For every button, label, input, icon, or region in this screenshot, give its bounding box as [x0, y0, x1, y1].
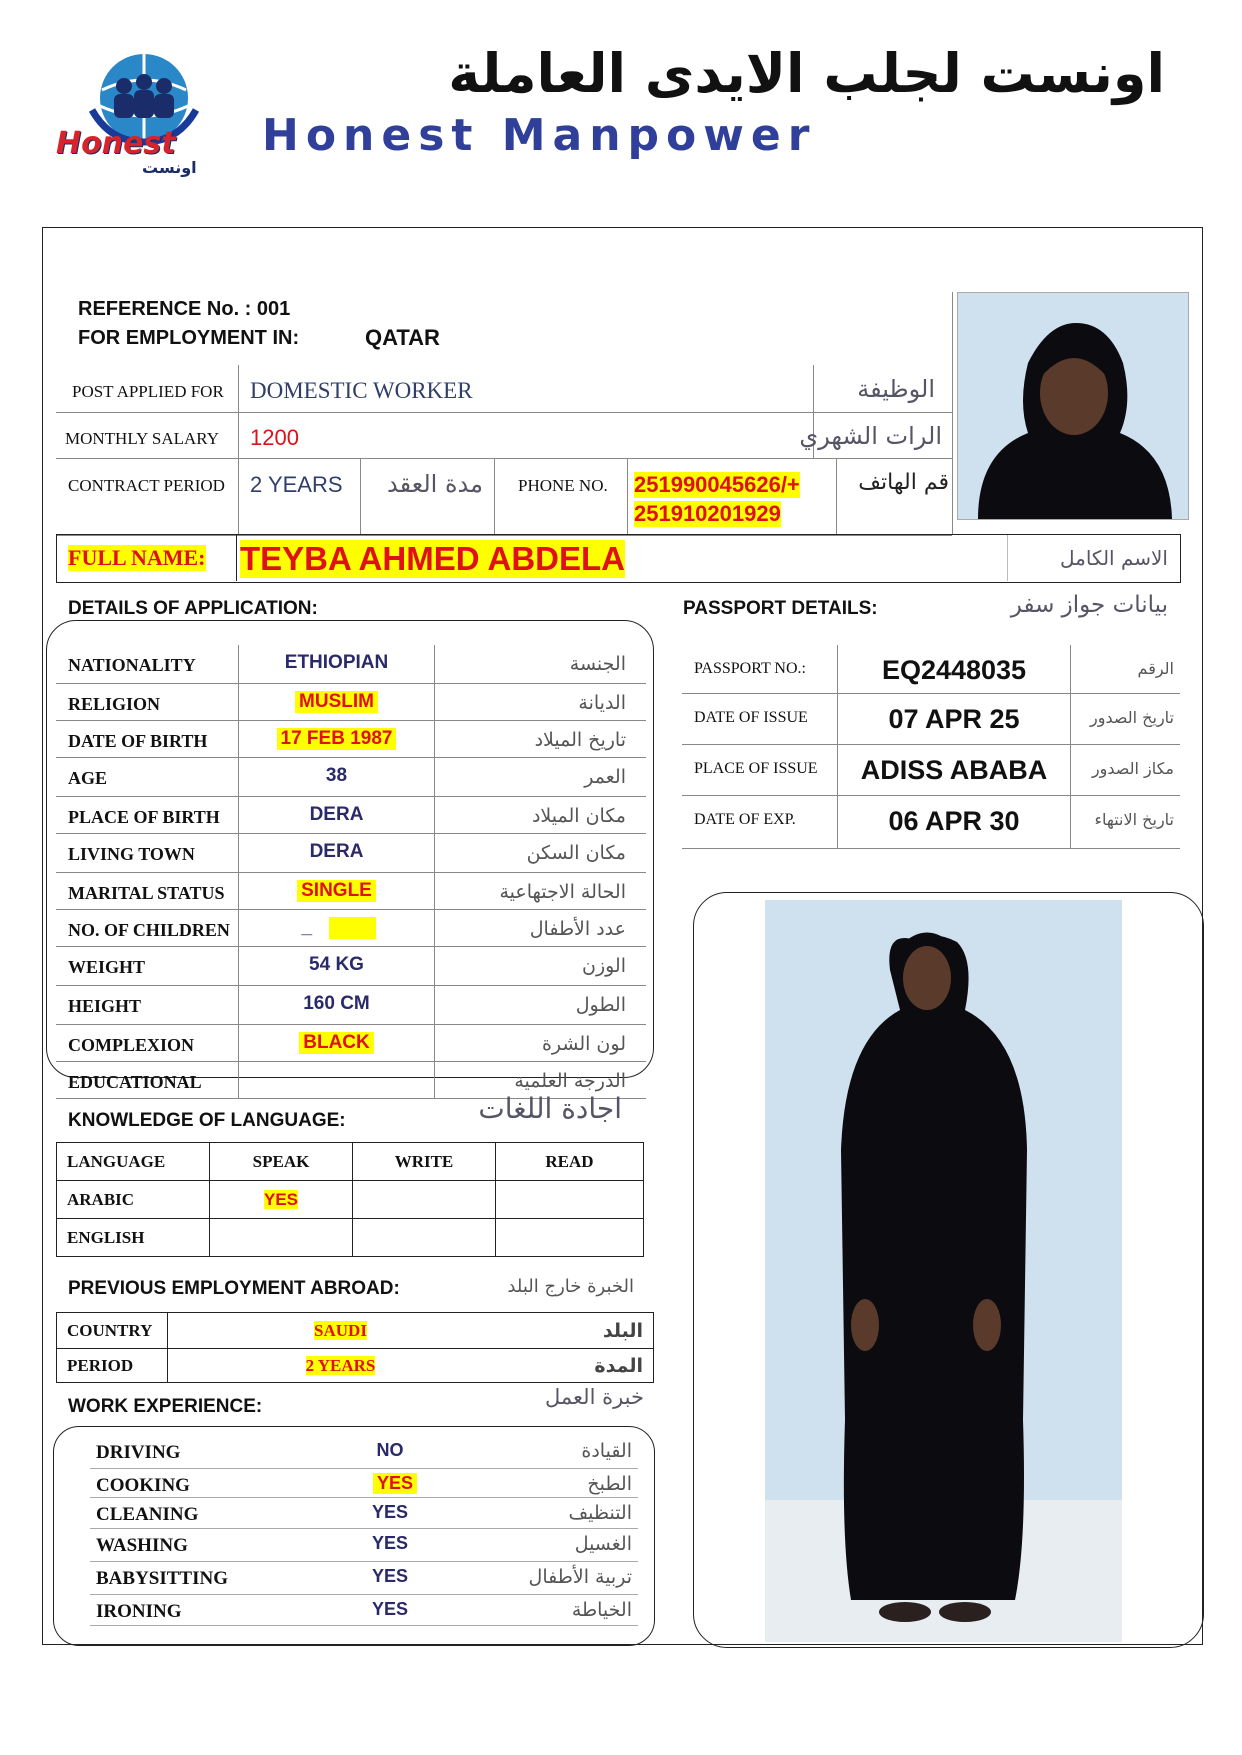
passport-row-value-cell	[837, 745, 1071, 795]
application-row-value: 17 FEB 1987	[277, 728, 397, 750]
language-english-write	[353, 1219, 496, 1257]
previous-country-cell	[168, 1313, 514, 1349]
full-name-label-ar: الاسم الكامل	[1059, 546, 1168, 570]
language-table	[56, 1142, 644, 1257]
application-row-label-ar: الديانة	[578, 692, 626, 714]
application-row-value-cell	[238, 873, 435, 909]
application-row-label: WEIGHT	[68, 957, 146, 977]
work-row-label-ar: الغسيل	[574, 1533, 632, 1555]
application-row	[56, 947, 646, 986]
passport-row-value-cell	[837, 796, 1071, 848]
language-arabic-write	[353, 1181, 496, 1219]
passport-row-label: DATE OF EXP.	[694, 811, 796, 828]
passport-row-label-ar: تاريخ الانتهاء	[1094, 810, 1174, 829]
work-row-label-ar: الخياطة	[571, 1599, 632, 1621]
passport-row-value: ADISS ABABA	[860, 755, 1048, 785]
application-row-label-ar: لون الشرة	[541, 1033, 626, 1055]
work-row-label: BABYSITTING	[96, 1568, 228, 1589]
work-row-label: CLEANING	[96, 1504, 199, 1525]
full-name-label: FULL NAME:	[68, 545, 206, 570]
passport-row-label: DATE OF ISSUE	[694, 709, 808, 726]
passport-row-label-ar: تاريخ الصدور	[1090, 708, 1174, 727]
passport-row-value-cell	[837, 694, 1071, 744]
application-row-label-ar: الطول	[575, 994, 626, 1016]
previous-period-ar: المدة	[513, 1349, 654, 1383]
work-row-value: YES	[371, 1599, 409, 1619]
passport-row-value-cell	[837, 645, 1071, 693]
application-row-label-ar: العمر	[584, 766, 626, 788]
work-row-label: DRIVING	[96, 1442, 181, 1463]
application-row-value: MUSLIM	[295, 691, 378, 713]
portrait-photo	[957, 292, 1189, 520]
application-row-value-cell	[238, 910, 435, 946]
application-row-value-cell	[238, 986, 435, 1024]
application-row-label-ar: عدد الأطفال	[529, 918, 626, 940]
application-row-label-ar: مكان السكن	[526, 842, 626, 864]
application-row-label-ar: مكان الميلاد	[531, 805, 626, 827]
work-row-value: YES	[371, 1502, 409, 1522]
application-row-value: 160 CM	[303, 993, 370, 1014]
work-row-label-ar: تربية الأطفال	[528, 1566, 632, 1588]
full-body-photo	[765, 900, 1122, 1642]
work-row-value: YES	[373, 1473, 417, 1494]
language-english: ENGLISH	[57, 1219, 210, 1257]
salary-label: MONTHLY SALARY	[65, 429, 219, 448]
application-row	[56, 910, 646, 947]
application-row-value: ETHIOPIAN	[284, 652, 389, 673]
application-row	[56, 758, 646, 797]
work-row-value: NO	[376, 1440, 404, 1460]
work-title-ar: خبرة العمل	[545, 1385, 644, 1409]
language-arabic-read	[496, 1181, 644, 1219]
language-english-speak	[210, 1219, 353, 1257]
passport-row	[682, 645, 1180, 694]
phone-label: PHONE NO.	[518, 476, 608, 495]
post-label-ar: الوظيفة	[857, 375, 935, 403]
application-row	[56, 834, 646, 873]
work-row-label: WASHING	[96, 1535, 188, 1556]
previous-period-cell	[168, 1349, 514, 1383]
application-row-label: NO. OF CHILDREN	[68, 920, 230, 940]
work-row-label: IRONING	[96, 1601, 182, 1622]
employment-label: FOR EMPLOYMENT IN:	[78, 327, 300, 349]
application-row-value-cell	[238, 947, 435, 985]
passport-row-label-ar: الرقم	[1137, 659, 1174, 678]
work-row-label-ar: الطبخ	[587, 1473, 632, 1495]
full-name-value: TEYBA AHMED ABDELA	[240, 540, 625, 577]
previous-period-value: 2 YEARS	[305, 1355, 376, 1375]
application-row	[56, 873, 646, 910]
phone-number-2: 251910201929	[634, 501, 781, 526]
work-title: WORK EXPERIENCE:	[68, 1396, 263, 1417]
application-row-value: _	[298, 917, 376, 939]
application-row-value: SINGLE	[297, 880, 376, 902]
post-label: POST APPLIED FOR	[72, 382, 224, 401]
work-row	[90, 1562, 638, 1595]
passport-row	[682, 745, 1180, 796]
logo-text: Honest	[56, 126, 176, 161]
phone-number-1: 251990045626/+	[634, 472, 800, 497]
application-row-value-cell	[238, 1062, 435, 1098]
application-row-value-cell	[238, 797, 435, 833]
passport-title: PASSPORT DETAILS:	[683, 598, 878, 619]
application-row	[56, 645, 646, 684]
application-row	[56, 684, 646, 721]
application-row-value-cell	[238, 645, 435, 683]
company-name-en: Honest Manpower	[262, 110, 817, 161]
application-row-value: 38	[325, 765, 348, 786]
passport-row-label: PLACE OF ISSUE	[694, 760, 818, 777]
contract-value: 2 YEARS	[250, 472, 343, 497]
application-row-label-ar: الجنسة	[569, 653, 626, 675]
work-row-value: YES	[371, 1566, 409, 1586]
application-row-value: 54 KG	[309, 954, 364, 975]
post-value: DOMESTIC WORKER	[250, 378, 473, 403]
language-arabic-speak	[210, 1181, 353, 1219]
application-list	[56, 645, 646, 1099]
application-row-label: PLACE OF BIRTH	[68, 807, 220, 827]
previous-country-ar: البلد	[513, 1313, 654, 1349]
language-header-write: WRITE	[353, 1143, 496, 1181]
work-row-value: YES	[371, 1533, 409, 1553]
passport-list	[682, 645, 1180, 849]
application-row-label: DATE OF BIRTH	[68, 731, 208, 751]
language-title-ar: اجادة اللغات	[478, 1092, 622, 1125]
language-arabic: ARABIC	[57, 1181, 210, 1219]
passport-row-value: EQ2448035	[881, 655, 1027, 685]
previous-title-ar: الخبرة خارج البلد	[507, 1276, 634, 1297]
application-row-value-cell	[238, 834, 435, 872]
salary-label-ar: الرات الشهري	[799, 422, 942, 450]
work-list	[90, 1436, 638, 1626]
application-row-value-cell	[238, 684, 435, 720]
application-row-label: RELIGION	[68, 694, 161, 714]
application-row-label-ar: الدرجة العلمية	[514, 1070, 626, 1092]
previous-table	[56, 1312, 654, 1383]
work-row-label-ar: التنظيف	[568, 1502, 632, 1524]
application-row-label: MARITAL STATUS	[68, 883, 225, 903]
passport-row	[682, 796, 1180, 849]
application-row-label: NATIONALITY	[68, 655, 196, 675]
passport-row	[682, 694, 1180, 745]
reference-number: REFERENCE No. : 001	[78, 298, 291, 320]
language-header-language: LANGUAGE	[57, 1143, 210, 1181]
logo-text-ar: اونست	[142, 158, 197, 177]
work-row	[90, 1469, 638, 1498]
previous-title: PREVIOUS EMPLOYMENT ABROAD:	[68, 1278, 400, 1299]
company-name-ar: اونست لجلب الايدى العاملة	[448, 42, 1165, 105]
passport-row-label-ar: مكاز الصدور	[1091, 759, 1174, 778]
passport-row-label: PASSPORT NO.:	[694, 660, 806, 677]
contract-label: CONTRACT PERIOD	[68, 476, 225, 495]
company-logo	[52, 50, 230, 178]
employment-country: QATAR	[365, 325, 440, 350]
application-row-value-cell	[238, 721, 435, 757]
application-row	[56, 721, 646, 758]
application-row-label: COMPLEXION	[68, 1035, 194, 1055]
application-row-label: HEIGHT	[68, 996, 142, 1016]
contract-label-ar: مدة العقد	[387, 470, 483, 498]
previous-country-label: COUNTRY	[57, 1313, 168, 1349]
application-row	[56, 797, 646, 834]
passport-row-value: 06 APR 30	[888, 806, 1020, 836]
application-row-label-ar: الحالة الاجتهاعية	[499, 881, 626, 903]
previous-period-label: PERIOD	[57, 1349, 168, 1383]
application-title: DETAILS OF APPLICATION:	[68, 598, 318, 619]
application-row-value: DERA	[309, 841, 364, 862]
application-row-value: DERA	[309, 804, 364, 825]
passport-row-value: 07 APR 25	[888, 704, 1020, 734]
passport-title-ar: بيانات جواز سفر	[1010, 592, 1168, 618]
application-row-label-ar: تاريخ الميلاد	[534, 729, 626, 751]
work-row	[90, 1529, 638, 1562]
application-row-label: LIVING TOWN	[68, 844, 195, 864]
work-row-label: COOKING	[96, 1475, 190, 1496]
application-row	[56, 1025, 646, 1062]
previous-country-value: SAUDI	[314, 1320, 367, 1340]
salary-value: 1200	[250, 425, 299, 450]
application-row-value-cell	[238, 1025, 435, 1061]
application-row-value-cell	[238, 758, 435, 796]
language-header-read: READ	[496, 1143, 644, 1181]
work-row	[90, 1436, 638, 1469]
language-title: KNOWLEDGE OF LANGUAGE:	[68, 1110, 346, 1131]
language-header-speak: SPEAK	[210, 1143, 353, 1181]
application-row-label-ar: الوزن	[581, 955, 626, 977]
application-row-label: EDUCATIONAL	[68, 1072, 202, 1092]
application-row-value: BLACK	[299, 1032, 374, 1054]
application-row-label: AGE	[68, 768, 108, 788]
work-row-label-ar: القيادة	[581, 1440, 632, 1462]
language-arabic-speak-value: YES	[263, 1189, 299, 1209]
work-row	[90, 1498, 638, 1529]
application-row	[56, 986, 646, 1025]
work-row	[90, 1595, 638, 1626]
phone-label-ar: قم الهاتف	[858, 470, 949, 495]
language-english-read	[496, 1219, 644, 1257]
